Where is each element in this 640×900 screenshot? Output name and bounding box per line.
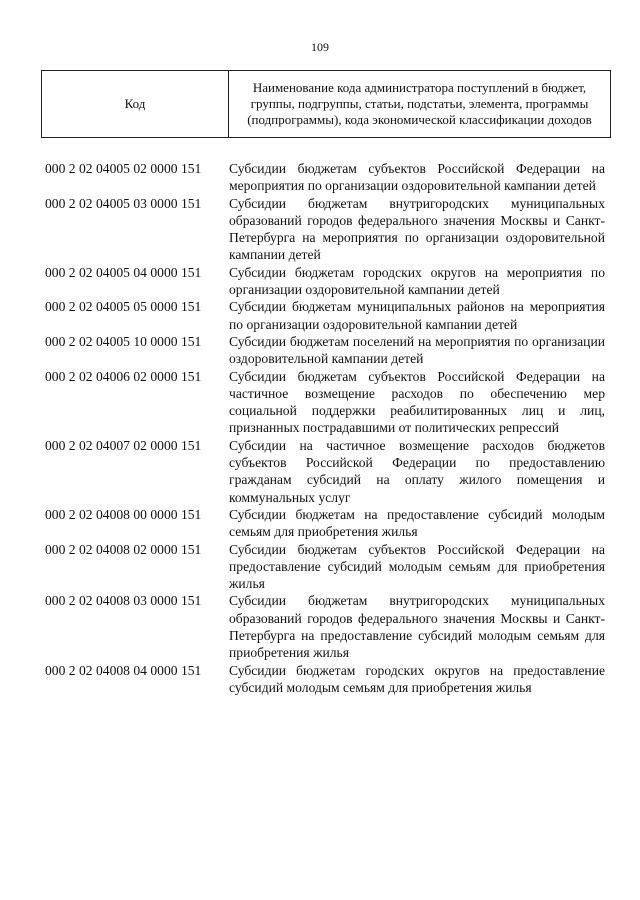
row-name: Субсидии бюджетам городских округов на предоставление субсидий молодым семьям для приобретения жилья	[229, 662, 605, 695]
table-row	[45, 541, 605, 593]
row-name: Субсидии бюджетам поселений на мероприятия по организации оздоровительной кампании детей	[229, 333, 605, 367]
row-name: Субсидии бюджетам субъектов Российской Федерации на частичное возмещение расходов по обеспечению мер социальной поддержки реабилитированных лиц и лиц, признанных пострадавшими от политических репрессий	[229, 368, 605, 436]
table-row	[45, 662, 605, 697]
table-row	[45, 160, 605, 195]
table-row	[45, 264, 605, 299]
row-code: 000 2 02 04005 03 0000 151	[45, 195, 202, 211]
row-code: 000 2 02 04008 02 0000 151	[45, 541, 202, 557]
row-name: Субсидии бюджетам городских округов на мероприятия по организации оздоровительной кампании детей	[229, 264, 605, 298]
row-code: 000 2 02 04005 04 0000 151	[45, 264, 202, 280]
column-header-code: Код	[42, 71, 229, 138]
row-code: 000 2 02 04005 05 0000 151	[45, 299, 202, 315]
row-code: 000 2 02 04008 00 0000 151	[45, 506, 202, 522]
table-row	[45, 437, 605, 506]
classification-list	[45, 160, 605, 696]
row-name: Субсидии бюджетам субъектов Российской Федерации на предоставление субсидий молодым семьям для приобретения жилья	[229, 541, 605, 592]
row-name: Субсидии бюджетам на предоставление субсидий молодым семьям для приобретения жилья	[229, 506, 605, 540]
table-row	[45, 333, 605, 368]
row-code: 000 2 02 04006 02 0000 151	[45, 368, 202, 384]
column-header-name: Наименование кода администратора поступлений в бюджет, группы, подгруппы, статьи, подстатьи, элемента, программы (подпрограммы), кода экономической классификации доходов	[229, 71, 611, 138]
table-row	[45, 506, 605, 541]
row-name: Субсидии бюджетам внутригородских муниципальных образований городов федерального значения Москвы и Санкт-Петербурга на мероприятия по организации оздоровительной кампании детей	[229, 195, 605, 263]
table-row	[45, 298, 605, 333]
row-code: 000 2 02 04007 02 0000 151	[45, 437, 202, 453]
row-name: Субсидии на частичное возмещение расходов бюджетов субъектов Российской Федерации по предоставлению гражданам субсидий на оплату жилого помещения и коммунальных услуг	[229, 437, 605, 505]
row-code: 000 2 02 04008 03 0000 151	[45, 593, 202, 609]
row-name: Субсидии бюджетам внутригородских муниципальных образований городов федерального значения Москвы и Санкт-Петербурга на предоставление субсидий молодым семьям для приобретения жилья	[229, 593, 605, 661]
page-number: 109	[311, 40, 329, 54]
table-row	[45, 195, 605, 264]
table-row	[45, 592, 605, 661]
table-row	[45, 368, 605, 437]
table-header	[41, 70, 611, 138]
row-code: 000 2 02 04008 04 0000 151	[45, 662, 202, 678]
row-code: 000 2 02 04005 10 0000 151	[45, 333, 202, 349]
row-name: Субсидии бюджетам муниципальных районов на мероприятия по организации оздоровительной кампании детей	[229, 299, 605, 332]
row-name: Субсидии бюджетам субъектов Российской Федерации на мероприятия по организации оздоровительной кампании детей	[229, 161, 605, 194]
row-code: 000 2 02 04005 02 0000 151	[45, 161, 202, 176]
